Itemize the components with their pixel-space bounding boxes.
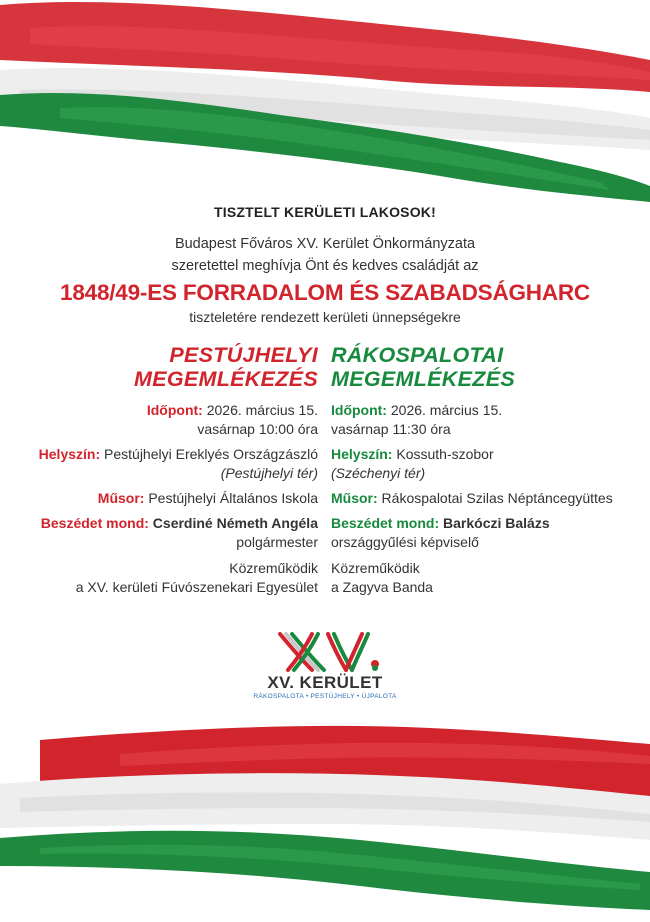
event-program (18, 489, 318, 508)
location-label: Helyszín: (38, 446, 101, 462)
contrib-label: Közreműködik (229, 560, 318, 576)
event-speaker (331, 514, 636, 552)
speaker-name: Cserdiné Németh Angéla (148, 515, 318, 531)
event-contributors (331, 559, 636, 597)
speaker-role: országgyűlési képviselő (331, 534, 479, 550)
location-label: Helyszín: (331, 446, 393, 462)
event-time (18, 401, 318, 439)
speaker-label: Beszédet mond: (40, 515, 149, 531)
intro-line-2: szeretettel meghívja Önt és kedves családját az (171, 258, 479, 274)
event-time (331, 401, 636, 439)
contrib-label: Közreműködik (331, 560, 420, 576)
event-column-rakospalota (331, 343, 636, 597)
greeting-heading: TISZTELT KERÜLETI LAKOSOK! (214, 204, 436, 220)
time-date: 2026. március 15. (202, 402, 318, 418)
location-detail: (Pestújhelyi tér) (220, 465, 318, 481)
district-logo-title: XV. KERÜLET (267, 673, 383, 692)
program-name: Rákospalotai Szilas Néptáncegyüttes (377, 490, 613, 506)
event-speaker (18, 514, 318, 552)
location-detail: (Széchenyi tér) (331, 465, 426, 481)
time-label: Időpont: (146, 402, 203, 418)
event-contributors (18, 559, 318, 597)
event-location (18, 445, 318, 483)
speaker-role: polgármester (236, 534, 318, 550)
event-title-line-2: MEGEMLÉKEZÉS (331, 367, 515, 391)
time-day: vasárnap 10:00 óra (197, 421, 318, 437)
contrib-name: a XV. kerületi Fúvószenekari Egyesület (75, 579, 318, 595)
time-label: Időpont: (331, 402, 387, 418)
contrib-name: a Zagyva Banda (331, 579, 433, 595)
program-label: Műsor: (331, 490, 378, 506)
event-title-line-1: PESTÚJHELYI (169, 343, 318, 367)
event-title (331, 343, 636, 391)
location-name: Kossuth-szobor (392, 446, 494, 462)
intro-line-1: Budapest Főváros XV. Kerület Önkormányzata (174, 236, 476, 252)
speaker-label: Beszédet mond: (331, 515, 440, 531)
event-location (331, 445, 636, 483)
speaker-name: Barkóczi Balázs (439, 515, 550, 531)
event-program (331, 489, 636, 508)
event-headline: 1848/49-ES FORRADALOM ÉS SZABADSÁGHARC (60, 280, 590, 305)
district-logo-tagline: RÁKOSPALOTA • PESTÚJHELY • ÚJPALOTA (253, 693, 397, 700)
event-subline: tiszteletére rendezett kerületi ünnepségekre (189, 309, 461, 325)
time-date: 2026. március 15. (386, 402, 503, 418)
event-title (18, 343, 318, 391)
program-name: Pestújhelyi Általános Iskola (144, 490, 318, 506)
location-name: Pestújhelyi Ereklyés Országzászló (100, 446, 318, 462)
event-title-line-2: MEGEMLÉKEZÉS (134, 367, 318, 391)
event-title-line-1: RÁKOSPALOTAI (331, 343, 504, 367)
program-label: Műsor: (97, 490, 145, 506)
flag-brush-bottom (0, 700, 650, 922)
time-day: vasárnap 11:30 óra (331, 421, 451, 437)
flag-brush-top (0, 0, 650, 205)
event-column-pestujhely (18, 343, 318, 597)
